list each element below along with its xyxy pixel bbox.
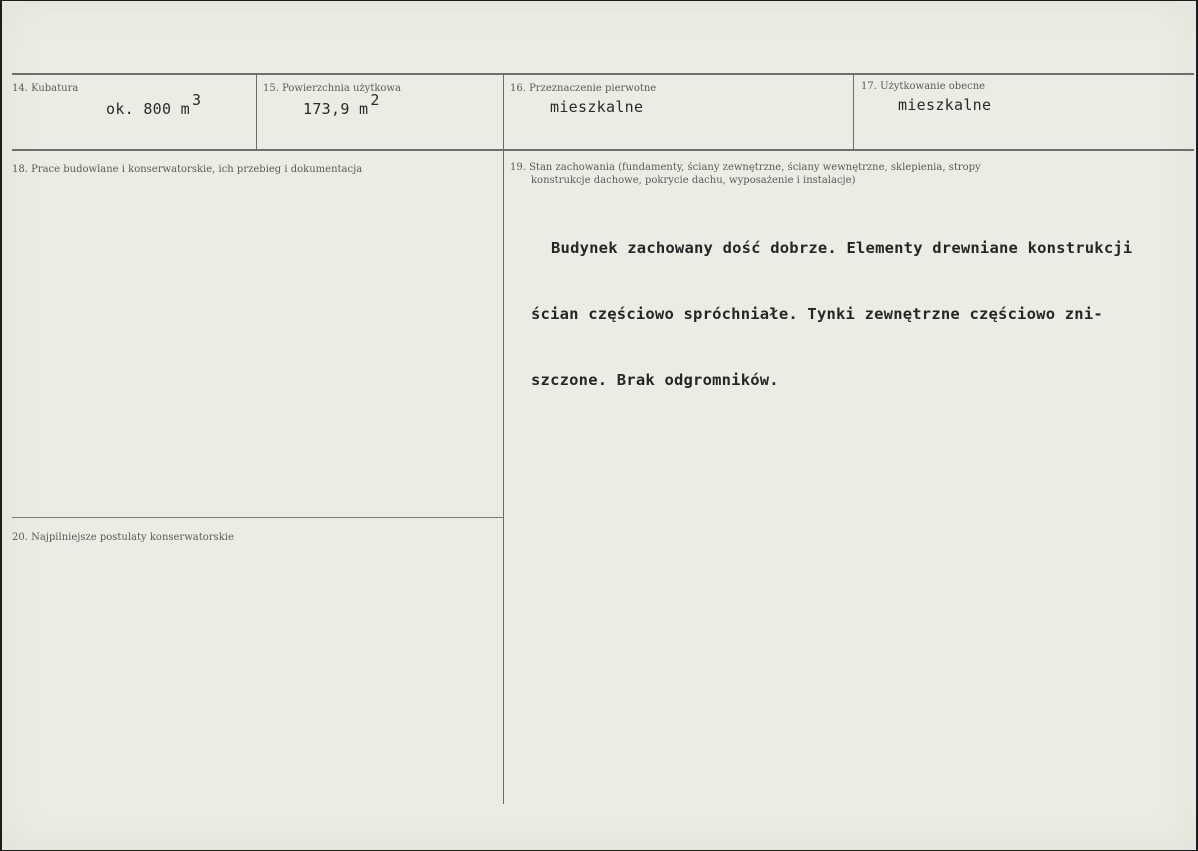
powierzchnia-value (303, 91, 380, 118)
stan-text-line-2: ścian częściowo spróchniałe. Tynki zewnętrzne częściowo zni- (531, 305, 1103, 323)
stan-text-line-1: Budynek zachowany dość dobrze. Elementy drewniane konstrukcji (551, 239, 1133, 257)
przeznaczenie-label: 16. Przeznaczenie pierwotne (510, 83, 657, 94)
powierzchnia-exponent: 2 (370, 91, 380, 109)
kubatura-exponent: 3 (191, 91, 202, 109)
record-card (2, 1, 1196, 850)
stan-label-line2: konstrukcje dachowe, pokrycie dachu, wyposażenie i instalacje) (531, 175, 856, 186)
divider-16-17 (853, 74, 854, 150)
stan-label-line1: 19. Stan zachowania (fundamenty, ściany zewnętrzne, ściany wewnętrzne, sklepienia, stropy (510, 162, 981, 173)
powierzchnia-value-text: 173,9 m (303, 100, 369, 118)
stan-text-line-3: szczone. Brak odgromników. (531, 371, 779, 389)
stan-description (531, 193, 1132, 435)
kubatura-label: 14. Kubatura (12, 83, 79, 94)
postulaty-label: 20. Najpilniejsze postulaty konserwatorskie (12, 532, 234, 543)
top-rule (12, 73, 1194, 75)
prace-label: 18. Prace budowlane i konserwatorskie, ich przebieg i dokumentacja (12, 164, 363, 175)
row1-bottom-rule (12, 149, 1194, 151)
kubatura-value-text: ok. 800 m (106, 100, 190, 118)
przeznaczenie-value: mieszkalne (550, 98, 644, 116)
section-18-bottom-rule (12, 517, 504, 518)
kubatura-value (106, 91, 202, 118)
uzytkowanie-value: mieszkalne (898, 96, 992, 114)
powierzchnia-label: 15. Powierzchnia użytkowa (263, 83, 401, 94)
divider-main (503, 74, 504, 804)
divider-14-15 (256, 74, 257, 150)
uzytkowanie-label: 17. Użytkowanie obecne (861, 81, 986, 92)
